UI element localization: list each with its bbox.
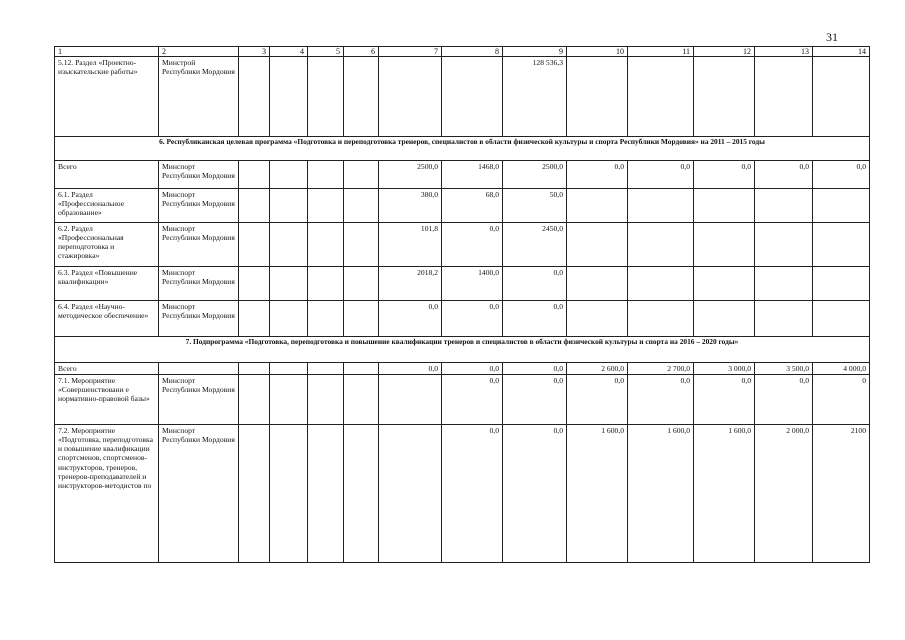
table-row	[55, 57, 870, 137]
table-row	[55, 363, 870, 375]
row-name: Всего	[55, 161, 159, 189]
cell-value: 0,0	[503, 425, 567, 563]
table-row	[55, 301, 870, 337]
column-number: 3	[239, 47, 270, 57]
row-name: 5.12. Раздел «Проектно-изыскательские работы»	[55, 57, 159, 137]
cell-value: 0,0	[379, 363, 442, 375]
cell-value: 2018,2	[379, 267, 442, 301]
cell-value: 380,0	[379, 189, 442, 223]
cell-value: 2 600,0	[567, 363, 628, 375]
cell-value: 1 600,0	[694, 425, 755, 563]
cell-value: 0,0	[694, 161, 755, 189]
column-number: 5	[308, 47, 344, 57]
table-row	[55, 189, 870, 223]
cell-value: 0,0	[567, 375, 628, 425]
row-name: 6.2. Раздел «Профессиональная переподготовка и стажировка»	[55, 223, 159, 267]
cell-value: 50,0	[503, 189, 567, 223]
cell-value: 0,0	[813, 161, 870, 189]
section-title: 7. Подпрограмма «Подготовка, переподготовка и повышение квалификации тренеров и специалистов в области физической культуры и спорта на 2016 – 2020 годы»	[55, 337, 870, 363]
column-number: 4	[270, 47, 308, 57]
column-number: 10	[567, 47, 628, 57]
cell-value: 0,0	[442, 301, 503, 337]
cell-value: 0,0	[442, 363, 503, 375]
cell-value: 0,0	[628, 375, 694, 425]
page-number: 31	[826, 30, 838, 44]
cell-value: 4 000,0	[813, 363, 870, 375]
row-name: 6.4. Раздел «Научно-методическое обеспечение»	[55, 301, 159, 337]
cell-value: 0,0	[503, 267, 567, 301]
column-number: 7	[379, 47, 442, 57]
cell-value: 0,0	[628, 161, 694, 189]
cell-value: 3 500,0	[755, 363, 813, 375]
budget-table	[54, 46, 870, 563]
cell-value: 0	[813, 375, 870, 425]
column-number: 8	[442, 47, 503, 57]
cell-value: 0,0	[442, 223, 503, 267]
row-org: Минспорт Республики Мордовия	[159, 161, 239, 189]
row-org: Минспорт Республики Мордовия	[159, 189, 239, 223]
cell-value: 1468,0	[442, 161, 503, 189]
cell-value: 1400,0	[442, 267, 503, 301]
table-row	[55, 223, 870, 267]
cell-value: 0,0	[442, 375, 503, 425]
cell-value: 101,8	[379, 223, 442, 267]
row-org: Минстрой Республики Мордовия	[159, 57, 239, 137]
row-org: Минспорт Республики Мордовия	[159, 267, 239, 301]
cell-value: 1 600,0	[567, 425, 628, 563]
cell-value: 2 700,0	[628, 363, 694, 375]
row-org: Минспорт Республики Мордовия	[159, 301, 239, 337]
row-name: 6.1. Раздел «Профессиональное образование»	[55, 189, 159, 223]
row-org	[159, 363, 239, 375]
column-number-row	[55, 47, 870, 57]
table-row	[55, 267, 870, 301]
row-name: Всего	[55, 363, 159, 375]
row-org: Минспорт Республики Мордовия	[159, 375, 239, 425]
cell-value: 0,0	[694, 375, 755, 425]
cell-value: 0,0	[503, 301, 567, 337]
cell-value: 128 536,3	[503, 57, 567, 137]
cell-value: 0,0	[755, 375, 813, 425]
cell-value: 1 600,0	[628, 425, 694, 563]
column-number: 14	[813, 47, 870, 57]
column-number: 2	[159, 47, 239, 57]
cell-value: 0,0	[379, 301, 442, 337]
cell-value: 2100	[813, 425, 870, 563]
section-header	[55, 337, 870, 363]
column-number: 11	[628, 47, 694, 57]
cell-value: 0,0	[503, 363, 567, 375]
section-header	[55, 137, 870, 161]
cell-value: 2500,0	[379, 161, 442, 189]
row-name: 6.3. Раздел «Повышение квалификации»	[55, 267, 159, 301]
row-org: Минспорт Республики Мордовия	[159, 223, 239, 267]
cell-value: 0,0	[567, 161, 628, 189]
cell-value: 0,0	[442, 425, 503, 563]
cell-value: 0,0	[503, 375, 567, 425]
table-row	[55, 375, 870, 425]
table-row	[55, 425, 870, 563]
column-number: 6	[344, 47, 379, 57]
cell-value: 2 000,0	[755, 425, 813, 563]
cell-value: 0,0	[755, 161, 813, 189]
column-number: 9	[503, 47, 567, 57]
cell-value: 3 000,0	[694, 363, 755, 375]
cell-value: 68,0	[442, 189, 503, 223]
section-title: 6. Республиканская целевая программа «Подготовка и переподготовка тренеров, специалистов в области физической культуры и спорта Республики Мордовия» на 2011 – 2015 годы	[55, 137, 870, 161]
cell-value: 2500,0	[503, 161, 567, 189]
row-name: 7.1. Мероприятие «Совершенствовани е нормативно-правовой базы»	[55, 375, 159, 425]
column-number: 1	[55, 47, 159, 57]
column-number: 13	[755, 47, 813, 57]
cell-value: 2450,0	[503, 223, 567, 267]
row-name: 7.2. Мероприятие «Подготовка, переподготовка и повышение квалификации спортсменов, спортсменов-инструкторов, тренеров, тренеров-преподавателей и инструкторов-методистов по	[55, 425, 159, 563]
table-row	[55, 161, 870, 189]
column-number: 12	[694, 47, 755, 57]
row-org: Минспорт Республики Мордовия	[159, 425, 239, 563]
